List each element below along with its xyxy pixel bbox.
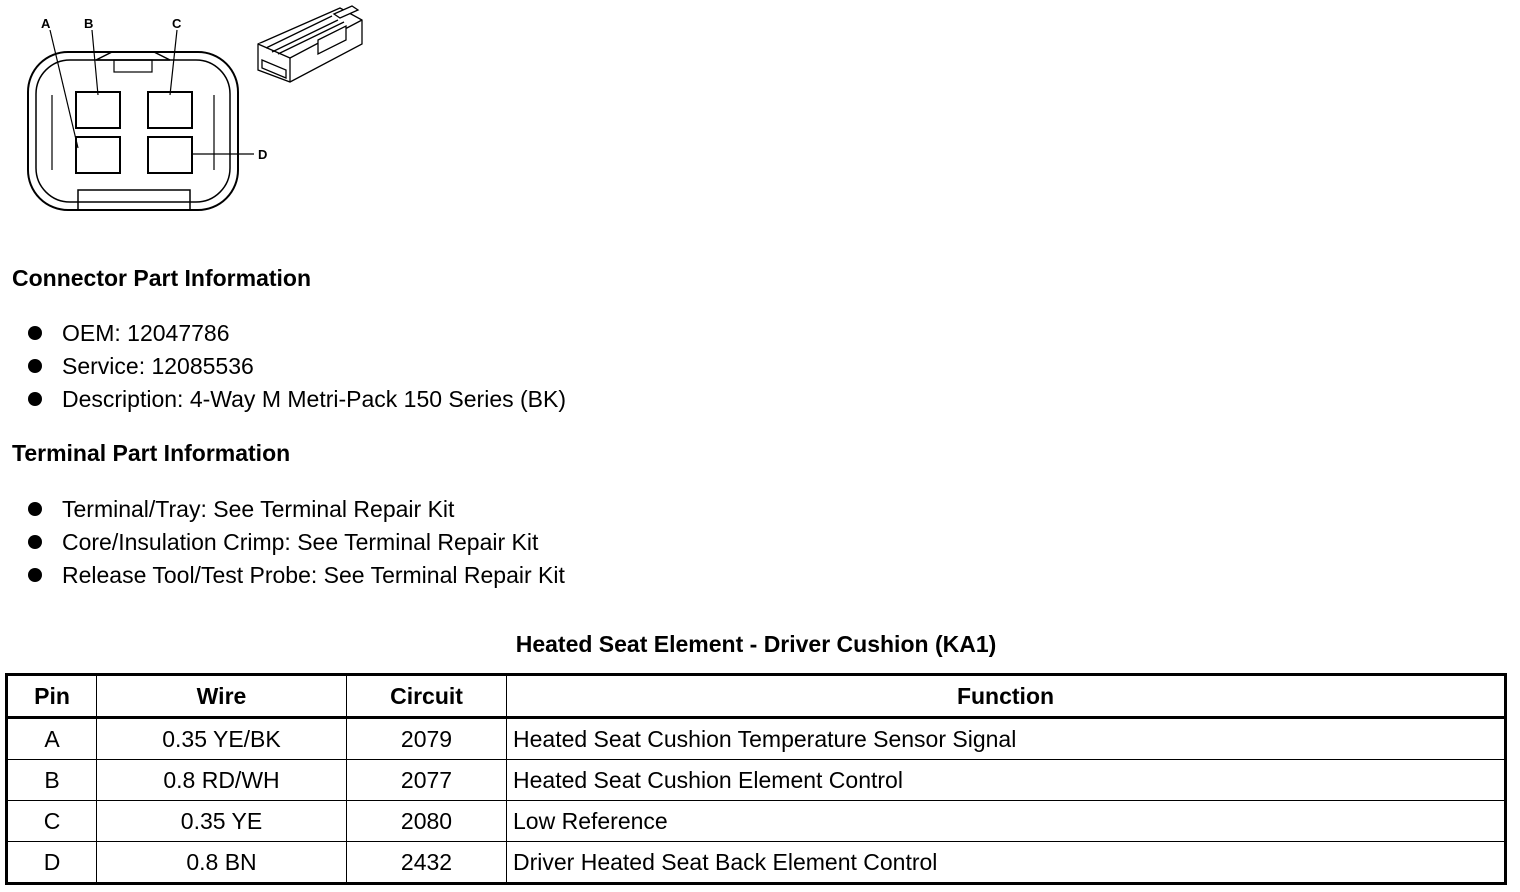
connector-bottom-key: [78, 190, 190, 210]
table-row: [7, 718, 1506, 760]
bullet-icon: [28, 326, 42, 340]
list-item: Release Tool/Test Probe: See Terminal Repair Kit: [28, 558, 565, 591]
cavity-d: [148, 137, 192, 173]
pin-label-d: D: [258, 147, 268, 162]
header-circuit: Circuit: [347, 675, 507, 718]
cell-circuit: 2079: [347, 718, 507, 760]
pin-label-a: A: [41, 16, 51, 31]
cavity-b: [76, 92, 120, 128]
list-item: Service: 12085536: [28, 349, 566, 382]
list-item: Core/Insulation Crimp: See Terminal Repair Kit: [28, 525, 565, 558]
header-pin: Pin: [7, 675, 97, 718]
table-header-row: [7, 675, 1506, 718]
cell-pin: C: [7, 801, 97, 842]
list-item: Terminal/Tray: See Terminal Repair Kit: [28, 492, 565, 525]
cell-function: Heated Seat Cushion Element Control: [507, 760, 1506, 801]
cell-wire: 0.35 YE/BK: [97, 718, 347, 760]
connector-diagram: [0, 0, 380, 225]
cell-wire: 0.35 YE: [97, 801, 347, 842]
list-item: OEM: 12047786: [28, 316, 566, 349]
bullet-icon: [28, 568, 42, 582]
cell-circuit: 2432: [347, 842, 507, 884]
cell-function: Driver Heated Seat Back Element Control: [507, 842, 1506, 884]
table-row: [7, 760, 1506, 801]
terminal-part-heading: Terminal Part Information: [12, 440, 291, 466]
table-title: Heated Seat Element - Driver Cushion (KA1): [515, 631, 997, 657]
pin-label-c: C: [172, 16, 182, 31]
bullet-icon: [28, 359, 42, 373]
table-row: [7, 842, 1506, 884]
connector-inner-shell: [36, 60, 230, 202]
cell-pin: B: [7, 760, 97, 801]
bullet-icon: [28, 392, 42, 406]
cell-function: Heated Seat Cushion Temperature Sensor Signal: [507, 718, 1506, 760]
table-row: [7, 801, 1506, 842]
cell-pin: A: [7, 718, 97, 760]
connector-part-heading: Connector Part Information: [12, 265, 312, 291]
header-wire: Wire: [97, 675, 347, 718]
cell-wire: 0.8 BN: [97, 842, 347, 884]
cell-function: Low Reference: [507, 801, 1506, 842]
pin-label-b: B: [84, 16, 94, 31]
bullet-icon: [28, 535, 42, 549]
connector-lock-tab: [96, 52, 170, 60]
cell-pin: D: [7, 842, 97, 884]
cell-circuit: 2077: [347, 760, 507, 801]
cavity-a: [76, 137, 120, 173]
cell-circuit: 2080: [347, 801, 507, 842]
list-item: Description: 4-Way M Metri-Pack 150 Series (BK): [28, 382, 566, 415]
bullet-icon: [28, 502, 42, 516]
cell-wire: 0.8 RD/WH: [97, 760, 347, 801]
connector-outer-shell: [28, 52, 238, 210]
connector-iso-view: [258, 6, 362, 82]
header-function: Function: [507, 675, 1506, 718]
pinout-table: [5, 673, 1507, 885]
terminal-part-list: [28, 492, 565, 591]
cavity-c: [148, 92, 192, 128]
connector-part-list: [28, 316, 566, 415]
